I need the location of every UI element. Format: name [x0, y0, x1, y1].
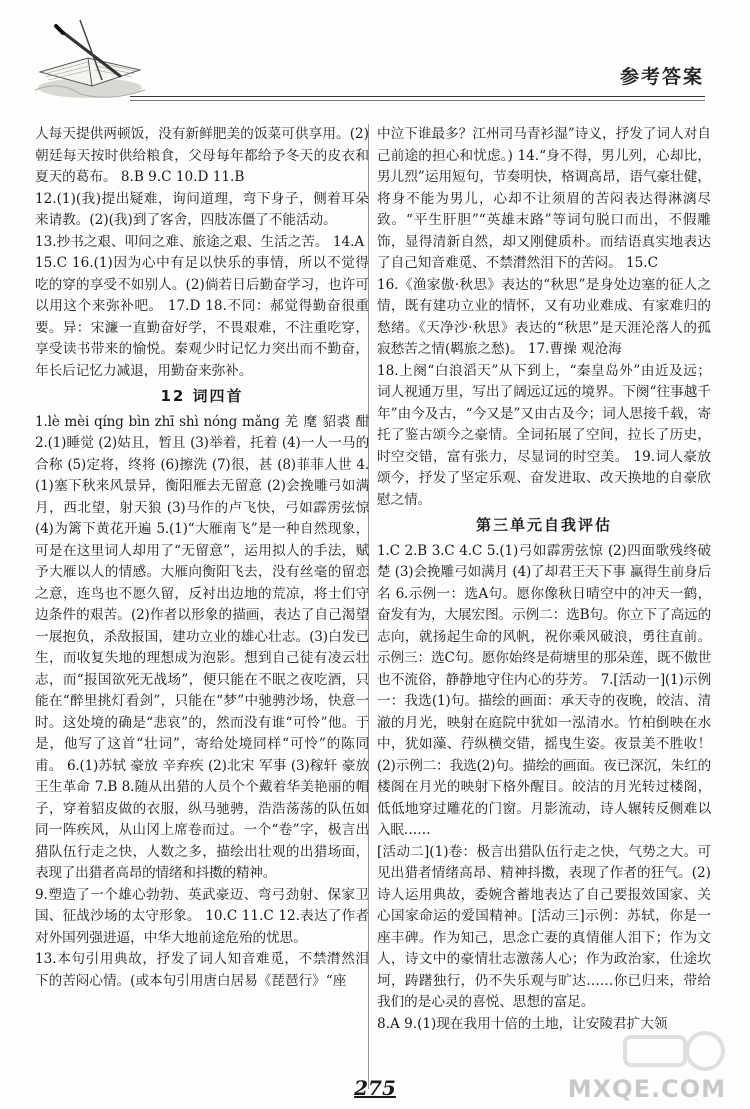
right-column: [377, 124, 711, 1035]
answer-paragraph: 13.抄书之艰、叩问之难、旅途之艰、生活之苦。 14.A: [35, 233, 365, 250]
answer-paragraph: 13.本句引用典故，抒发了词人知音难觅，不禁潸然泪下的苦闷心情。(或本句引用唐白居易《琵琶行》“座: [35, 951, 369, 989]
answer-paragraph: 9.塑造了一个雄心勃勃、英武豪迈、弯弓劲射、保家卫国、征战沙场的太守形象。 10.C 11.C 12.表达了作者对外国列强进逼，中华大地前途危殆的忧思。: [35, 886, 369, 946]
answer-paragraph: 中泣下谁最多？江州司马青衫湿”诗义，抒发了词人对自己前途的担心和忧虑。) 14.“身不得，男儿列，心却比，男儿烈”运用短句，节奏明快，格调高昂，语气豪壮健，将身不能为男儿，心却不让须眉的苦闷表达得淋漓尽致。“平生肝胆”“英雄末路”等词句脱口而出，不假雕饰，显得清新自然，却又刚健质朴。而结语真实地表达了自己知音难觅、不禁潸然泪下的苦闷。 15.C: [377, 126, 711, 271]
answer-paragraph: 1.C 2.B 3.C 4.C 5.(1)弓如霹雳弦惊 (2)四面歌残终破楚 (3)会挽雕弓如满月 (4)了却君王天下事 赢得生前身后名 6.示例一：选A句。愿你像秋日晴空中的冲天一鹤，奋发有为，大展宏图。示例二：选B句。你立下了高远的志向，就扬起生命的风帆，祝你乘风破浪，勇往直前。示例三：选C句。愿你始终是荷塘里的那朵莲，既不傲世也不流俗，静静地守住内心的芬芳。 7.[活动一](1)示例一：我选(1)句。描绘的画面：承天寺的夜晚，皎洁、清澈的月光，映射在庭院中犹如一泓清水。竹柏倒映在水中，犹如藻、荇纵横交错，摇曳生姿。夜景美不胜收！(2)示例二：我选(2)句。描绘的画面。夜已深沉，朱红的楼阁在月光的映射下格外醒目。皎洁的月光转过楼阁，低低地穿过雕花的门窗。月影流动，诗人辗转反侧难以入眠……: [377, 542, 711, 838]
answer-paragraph: 12.(1)(我)提出疑难，询问道理，弯下身子，侧着耳朵来请教。(2)(我)到了客舍，四肢冻僵了不能活动。: [35, 190, 369, 228]
answer-paragraph: 15.C 16.(1)因为心中有足以快乐的事情，所以不觉得吃的穿的享受不如别人。(2)倘若日后勤奋学习，也许可以用这个来弥补吧。 17.D 18.不同：郝觉得勤奋很重要。异：宋濂一直勤奋好学，不畏艰难，不注重吃穿，享受读书带来的愉悦。秦观少时记忆力突出而不勤奋，年长后记忆力减退，用勤奋来弥补。: [35, 255, 369, 379]
lesson-heading: 12 词四首: [160, 387, 244, 405]
section-title: 参考答案: [619, 66, 704, 88]
page-header: [0, 0, 750, 120]
answer-paragraph: 人每天提供两顿饭，没有新鲜肥美的饭菜可供享用。(2)朝廷每天按时供给粮食，父母每年都给予冬天的皮衣和夏天的葛布。 8.B 9.C 10.D 11.B: [35, 126, 369, 185]
answer-paragraph: 18.上阕“白浪滔天”从下到上，“秦皇岛外”由近及远；词人视通万里，写出了阔远辽远的境界。下阕“往事越千年”由今及古，“今又是”又由古及今；词人思接千载，寄托了鉴古颂今之豪情。全词拓展了空间，拉长了历史，时空交错，富有张力，尽显词的时空美。 19.词人豪放颂今，抒发了坚定乐观、奋发进取、改天换地的自豪欣慰之情。: [377, 362, 711, 508]
left-column: [35, 124, 369, 992]
answer-paragraph: 16.《渔家傲·秋思》表达的“秋思”是身处边塞的征人之情，既有建功立业的情怀，又有功业难成、有家难归的愁绪。《天净沙·秋思》表达的“秋思”是天涯沦落人的孤寂愁苦之情(羁旅之愁)。 17.曹操 观沧海: [377, 276, 711, 357]
unit-heading: 第三单元自我评估: [475, 516, 612, 534]
answer-paragraph: 8.A 9.(1)现在我用十倍的土地，让安陵君扩大领: [377, 1015, 668, 1032]
header-divider: [130, 96, 705, 97]
open-book-brush-icon: [30, 10, 150, 105]
watermark-url: MXQE.COM: [567, 1075, 726, 1103]
answer-paragraph: [活动二](1)卷：极言出猎队伍行走之快，气势之大。可见出猎者情绪高昂、精神抖擞，表现了作者的狂气。(2)诗人运用典故，委婉含蓄地表达了自己要报效国家、关心国家命运的爱国精神。[活动三]示例：苏轼，你是一座丰碑。作为知己，思念亡妻的真情催人泪下；作为文人，诗文中的豪情壮志激荡人心；作为政治家，仕途坎坷，踌躇独行，仍不失乐观与旷达……你已归来，带给我们的是心灵的喜悦、思想的富足。: [377, 843, 711, 1010]
header-divider-thin: [130, 100, 705, 101]
page-number: 275: [354, 1076, 396, 1100]
answer-paragraph: 1.lè mèi qíng bìn zhī shì nóng mǎng 羌 麾 貂裘 酣 2.(1)睡觉 (2)姑且，暂且 (3)举着，托着 (4)一人一马的合称 (5)定将，终将 (6)擦洗 (7)很，甚 (8)菲菲人世 4.(1)塞下秋来风景异，衡阳雁去无留意 (2)会挽雕弓如满月，西北望，射天狼 (3)马作的卢飞快，弓如霹雳弦惊 (4)为篱下黄花开遍 5.(1)“大雁南飞”是一种自然现象，可是在这里词人却用了“无留意”，运用拟人的手法，赋予大雁以人的情感。大雁向衡阳飞去，没有丝毫的留恋之意，连鸟也不愿久留，反衬出边地的荒凉，将士们守边条件的艰苦。(2)作者以形象的描画，表达了自己渴望一展抱负，杀敌报国，建功立业的雄心壮志。(3)白发已生，而收复失地的理想成为泡影。想到自己徒有凌云壮志，而“报国欲死无战场”，便只能在不眠之夜吃酒，只能在“醉里挑灯看剑”，只能在“梦”中驰骋沙场，快意一时。这处境的确是“悲哀”的，然而没有谁“可怜”他。于是，他写了这首“壮词”，寄给处境同样“可怜”的陈同甫。 6.(1)苏轼 豪放 辛弃疾 (2)北宋 军事 (3)稼轩 豪放 王生革命 7.B 8.随从出猎的人员个个戴着华美艳丽的帽子，穿着貂皮做的衣服，纵马驰骋，浩浩荡荡的队伍如同一阵疾风，从山冈上席卷而过。一个“卷”字，极言出猎队伍行走之快，人数之多，描绘出壮观的出猎场面，表现了出猎者高昂的情绪和抖擞的精神。: [35, 413, 369, 881]
